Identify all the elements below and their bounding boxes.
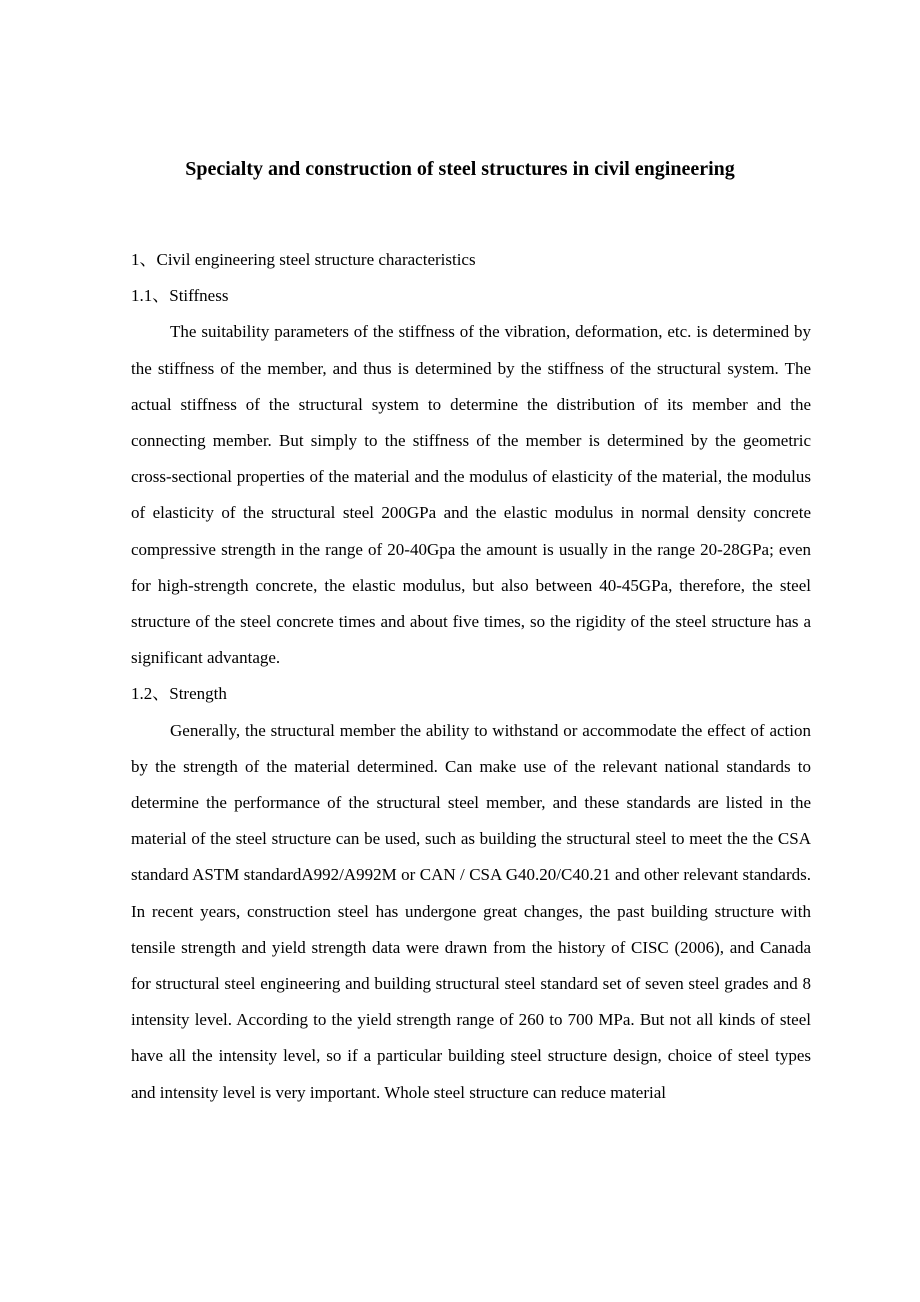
document-title: Specialty and construction of steel structures in civil engineering (185, 158, 735, 180)
section-heading-1-1: 1.1、Stiffness (131, 286, 229, 306)
paragraph-strength: Generally, the structural member the ability to withstand or accommodate the effect of action by the strength of the material determined. Can make use of the relevant national standards to determine the performance of the structural steel member, and these standards are listed in the material of the steel structure can be used, such as building the structural steel to meet the the CSA standard ASTM standardA992/A992M or CAN / CSA G40.20/C40.21 and other relevant standards. In recent years, construction steel has undergone great changes, the past building structure with tensile strength and yield strength data were drawn from the history of CISC (2006), and Canada for structural steel engineering and building structural steel standard set of seven steel grades and 8 intensity level. According to the yield strength range of 260 to 700 MPa. But not all kinds of steel have all the intensity level, so if a particular building steel structure design, choice of steel types and intensity level is very important. Whole steel structure can reduce material (131, 720, 811, 1102)
paragraph-stiffness: The suitability parameters of the stiffness of the vibration, deformation, etc. is determined by the stiffness of the member, and thus is determined by the stiffness of the structural system. The actual stiffness of the structural system to determine the distribution of its member and the connecting member. But simply to the stiffness of the member is determined by the geometric cross-sectional properties of the material and the modulus of elasticity of the material, the modulus of elasticity of the structural steel 200GPa and the elastic modulus in normal density concrete compressive strength in the range of 20-40Gpa the amount is usually in the range 20-28GPa; even for high-strength concrete, the elastic modulus, but also between 40-45GPa, therefore, the steel structure of the steel concrete times and about five times, so the rigidity of the steel structure has a significant advantage. (131, 322, 811, 668)
document-body (131, 242, 811, 1111)
section-heading-1: 1、Civil engineering steel structure characteristics (131, 250, 476, 269)
section-heading-1-2: 1.2、Strength (131, 684, 227, 704)
